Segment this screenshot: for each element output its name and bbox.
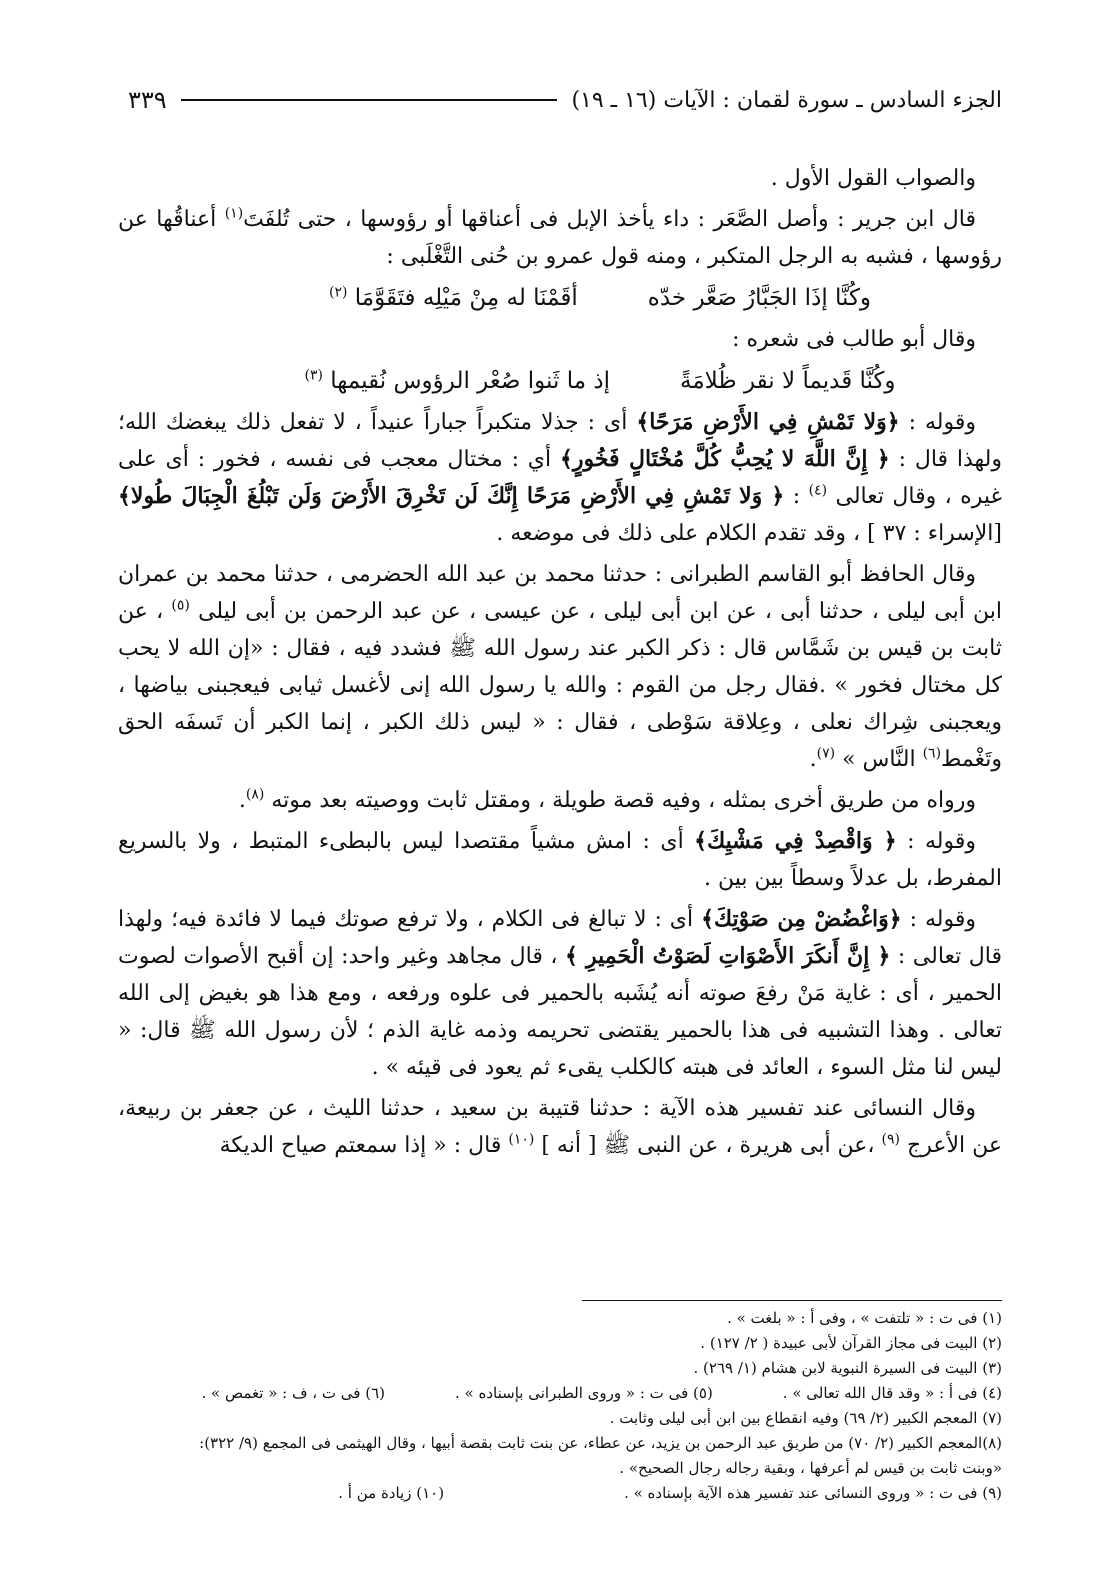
- footnote-rule: [582, 1300, 1002, 1301]
- text-run: .: [809, 747, 817, 772]
- paragraph-2: [118, 201, 1002, 275]
- footnote-9: (٩) فى ت : « وروى النسائى عند تفسير هذه الآية بإسناده » .: [624, 1484, 1002, 1502]
- verse-1: [118, 279, 1002, 317]
- footnote-4: (٤) فى أ : « وقد قال الله تعالى » .: [782, 1384, 1002, 1402]
- text-run: وقال الحافظ أبو القاسم الطبرانى : حدثنا محمد بن عبد الله الحضرمى ، حدثنا محمد بن عمران ابن أبى ليلى ، حدثنا أبى ، عن ابن أبى ليلى ، عن عيسى ، عن عبد الرحمن بن أبى ليلى: [118, 562, 1002, 624]
- text-run: النَّاس »: [842, 747, 916, 772]
- verse-2-hemistich-left: [304, 362, 610, 400]
- footnote-8-continued: «وبنت ثابت بن قيس لم أعرفها ، وبقية رجاله رجال الصحيح» .: [619, 1459, 1002, 1477]
- text-run: أي : مختال معجب فى نفسه ، فخور : أى على غيره ، وقال تعالى: [118, 447, 1002, 509]
- quran-quote: ﴿وَاغْضُضْ مِن صَوْتِكَ﴾: [701, 906, 902, 932]
- paragraph-9: [118, 1090, 1002, 1164]
- paragraph-5: [118, 556, 1002, 778]
- text-run: وقال أبو طالب فى شعره :: [732, 327, 976, 352]
- text-run: أى : لا تبالغ فى الكلام ، ولا ترفع صوتك فيما لا فائدة فيه؛ ولهذا قال تعالى :: [118, 907, 1002, 969]
- text-run: قال : « إذا سمعتم صياح الديكة: [219, 1133, 502, 1158]
- text-run: أقَمْنَا له مِنْ مَيْلِه فتَقَوَّمَا: [354, 285, 578, 311]
- footnote-7: (٧) المعجم الكبير (٢/ ٦٩) وفيه انقطاع بين ابن أبى ليلى وثابت .: [609, 1409, 1002, 1427]
- text-run: وقوله :: [909, 907, 976, 932]
- text-run: إذ ما ثَنوا صُعْر الرؤوس نُقيمها: [330, 368, 610, 394]
- footnote-ref: (٩): [881, 1131, 900, 1148]
- footnote-ref: (١): [224, 205, 244, 222]
- quran-quote: ﴿ وَلا تَمْشِ فِي الأَرْضِ مَرَحًا إِنَّكَ لَن تَخْرِقَ الأَرْضَ وَلَن تَبْلُغَ الْجِبَالَ طُولا﴾: [118, 483, 785, 509]
- text-run: ، عن ثابت بن قيس بن شَمَّاس قال : ذكر الكبر عند رسول الله ﷺ فشدد فيه ، فقال : «إن الله لا يحب كل مختال فخور » .فقال رجل من القوم : والله يا رسول الله إنى لأغسل ثيابى فيعجبنى بياضها ، ويعجبنى شِراك نعلى ، وعِلاقة سَوْطى ، فقال : « ليس ذلك الكبر ، إنما الكبر أن تَسفَه الحق وتَغْمط: [118, 599, 1002, 772]
- text-run: ،عن أبى هريرة ، عن النبى ﷺ [ أنه ]: [541, 1133, 875, 1158]
- footnote-1: (١) فى ت : « تلتفت » ، وفى أ : « بلغت » .: [727, 1309, 1002, 1327]
- text-run: :: [792, 484, 801, 509]
- text-run: وقال النسائى عند تفسير هذه الآية : حدثنا قتيبة بن سعيد ، حدثنا الليث ، عن جعفر بن ربيعة، عن الأعرج: [118, 1096, 1002, 1158]
- footnote-ref: (٧): [816, 745, 836, 762]
- footnotes: [110, 1306, 1002, 1506]
- paragraph-3: [118, 321, 1002, 358]
- footnote-ref: (٦): [922, 745, 942, 762]
- text-run: أى : جذلا متكبراً جباراً عنيداً ، لا تفعل ذلك يبغضك الله؛ ولهذا قال :: [118, 410, 1002, 472]
- text-run: ، قال مجاهد وغير واحد: إن أقبح الأصوات لصوت الحمير ، أى : غاية مَنْ رفعَ صوته أنه يُشَبه بالحمير فى علوه ورفعه ، ومع هذا هو بغيض إلى الله تعالى . وهذا التشبيه فى هذا بالحمير يقتضى تحريمه وذمه غاية الذم ؛ لأن رسول الله ﷺ قال: « ليس لنا مثل السوء ، العائد فى هبته كالكلب يقىء ثم يعود فى قيئه » .: [118, 944, 1002, 1080]
- footnote-8: (٨)المعجم الكبير (٢/ ٧٠) من طريق عبد الرحمن بن يزيد، عن عطاء، عن بنت ثابت بقصة أبيها ، وقال الهيثمى فى المجمع (٩/ ٣٢٢):: [199, 1434, 1002, 1452]
- quran-quote: ﴿ إِنَّ اللَّهَ لا يُحِبُّ كُلَّ مُخْتَالٍ فَخُورٍ﴾: [559, 446, 890, 472]
- header-rule: [181, 99, 558, 101]
- footnote-ref: (٥): [171, 597, 190, 614]
- text-run: أعناقُها عن رؤوسها ، فشبه به الرجل المتكبر ، ومنه قول عمرو بن حُنى التَّغْلَبى :: [118, 207, 1002, 269]
- text-run: والصواب القول الأول .: [770, 166, 976, 191]
- footnote-row-9-10: [110, 1481, 1002, 1506]
- footnote-3: (٣) البيت فى السيرة النبوية لابن هشام (١/ ٢٦٩) .: [693, 1359, 1002, 1377]
- footnote-ref: (٨): [245, 786, 265, 803]
- verse-1-hemistich-left: [329, 279, 578, 317]
- page-header: [128, 80, 1002, 120]
- verse-1-hemistich-right: وكُنَّا إذَا الجَبَّارُ صَعَّر خدّه: [647, 285, 872, 311]
- paragraph-7: [118, 823, 1002, 897]
- running-title: الجزء السادس ـ سورة لقمان : الآيات (١٦ ـ ١٩): [571, 87, 1002, 113]
- quran-quote: ﴿وَلا تَمْشِ فِي الأَرْضِ مَرَحًا﴾: [636, 409, 900, 435]
- footnote-6: (٦) فى ت ، ف : « تغمص » .: [201, 1384, 386, 1402]
- footnote-5: (٥) فى ت : « وروى الطبرانى بإسناده » .: [455, 1384, 713, 1402]
- text-run: وقوله :: [907, 829, 976, 854]
- main-text: [118, 160, 1002, 1168]
- text-run: .: [238, 788, 246, 813]
- verse-2-hemistich-right: وكُنَّا قَديماً لا نقر ظُلامَةً: [679, 368, 896, 394]
- paragraph-8: [118, 901, 1002, 1086]
- paragraph-1: [118, 160, 1002, 197]
- text-run: ورواه من طريق أخرى بمثله ، وفيه قصة طويلة ، ومقتل ثابت ووصيته بعد موته: [271, 788, 976, 813]
- verse-2: [118, 362, 1002, 400]
- footnote-ref: (٣): [304, 367, 323, 384]
- footnote-ref: (١٠): [508, 1131, 535, 1148]
- footnote-row-4-6: [110, 1381, 1002, 1406]
- footnote-ref: (٢): [328, 284, 348, 301]
- text-run: قال ابن جرير : وأصل الصَّعَر : داء يأخذ الإبل فى أعناقها أو رؤوسها ، حتى تُلفَتَ: [243, 207, 976, 232]
- text-run: وقوله :: [908, 410, 976, 435]
- footnote-ref: (٤): [808, 482, 828, 499]
- footnote-10: (١٠) زيادة من أ .: [338, 1484, 445, 1502]
- page-number: ٣٣٩: [128, 86, 167, 114]
- paragraph-6: [118, 782, 1002, 819]
- quran-quote: ﴿ وَاقْصِدْ فِي مَشْيِكَ﴾: [694, 828, 897, 854]
- quran-quote: ﴿ إِنَّ أَنكَرَ الأَصْوَاتِ لَصَوْتُ الْحَمِيرِ ﴾: [564, 943, 891, 969]
- footnote-2: (٢) البيت فى مجاز القرآن لأبى عبيدة ( ٢/ ١٢٧) .: [700, 1334, 1002, 1352]
- text-run: أى : امش مشياً مقتصدا ليس بالبطىء المتبط ، ولا بالسريع المفرط، بل عدلاً وسطاً بين بين .: [118, 829, 1002, 891]
- paragraph-4: [118, 404, 1002, 552]
- text-run: [الإسراء : ٣٧ ] ، وقد تقدم الكلام على ذلك فى موضعه .: [496, 521, 1002, 546]
